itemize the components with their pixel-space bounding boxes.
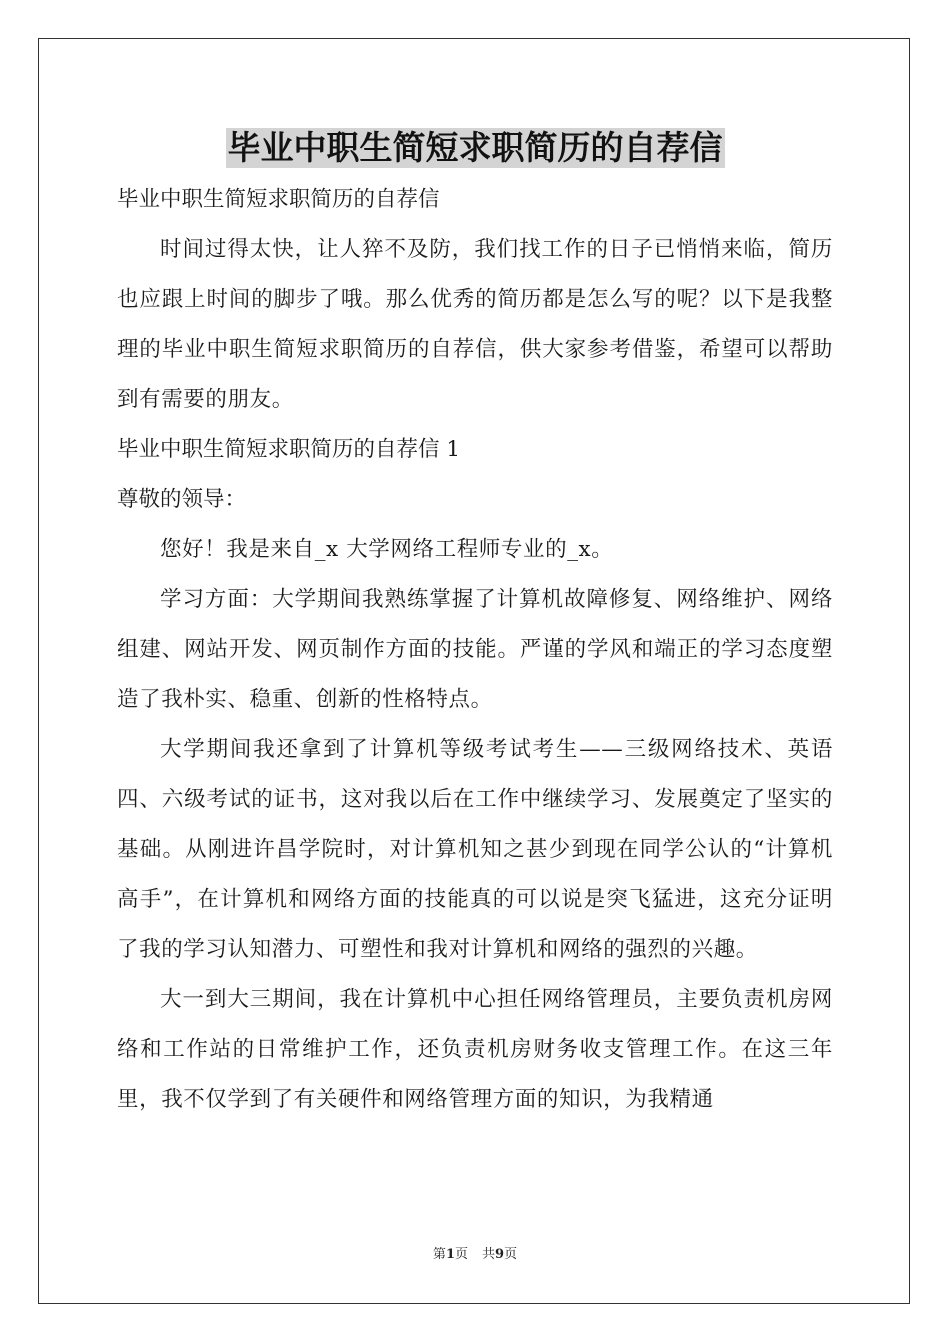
salutation: 尊敬的领导： [117, 487, 247, 512]
total-prefix: 共 [482, 1247, 496, 1262]
page-suffix: 页 [454, 1247, 468, 1262]
document-body [117, 175, 833, 1125]
page-prefix: 第 [432, 1247, 446, 1262]
document-title: 毕业中职生简短求职简历的自荐信 [227, 128, 723, 167]
study-paragraph: 学习方面：大学期间我熟练掌握了计算机故障修复、网络维护、网络组建、网站开发、网页制作方面的技能。严谨的学风和端正的学习态度塑造了我朴实、稳重、创新的性格特点。 [117, 587, 833, 712]
certificate-paragraph: 大学期间我还拿到了计算机等级考试考生——三级网络技术、英语四、六级考试的证书，这对我以后在工作中继续学习、发展奠定了坚实的基础。从刚进许昌学院时，对计算机知之甚少到现在同学公认的“计算机高手”，在计算机和网络方面的技能真的可以说是突飞猛进，这充分证明了我的学习认知潜力、可塑性和我对计算机和网络的强烈的兴趣。 [117, 737, 833, 962]
total-pages-number: 9 [495, 1247, 505, 1262]
work-paragraph: 大一到大三期间，我在计算机中心担任网络管理员，主要负责机房网络和工作站的日常维护工作，还负责机房财务收支管理工作。在这三年里，我不仅学到了有关硬件和网络管理方面的知识，为我精通 [117, 987, 833, 1112]
total-suffix: 页 [504, 1247, 518, 1262]
greeting-paragraph: 您好！我是来自_x 大学网络工程师专业的_x。 [160, 537, 614, 562]
page-footer [0, 1246, 950, 1264]
current-page-number: 1 [445, 1247, 455, 1262]
intro-paragraph: 时间过得太快，让人猝不及防，我们找工作的日子已悄悄来临，简历也应跟上时间的脚步了哦。那么优秀的简历都是怎么写的呢？以下是我整理的毕业中职生简短求职简历的自荐信，供大家参考借鉴，希望可以帮助到有需要的朋友。 [117, 237, 833, 412]
section-heading: 毕业中职生简短求职简历的自荐信 1 [117, 437, 461, 462]
subtitle: 毕业中职生简短求职简历的自荐信 [117, 187, 440, 212]
title-area [0, 128, 950, 168]
